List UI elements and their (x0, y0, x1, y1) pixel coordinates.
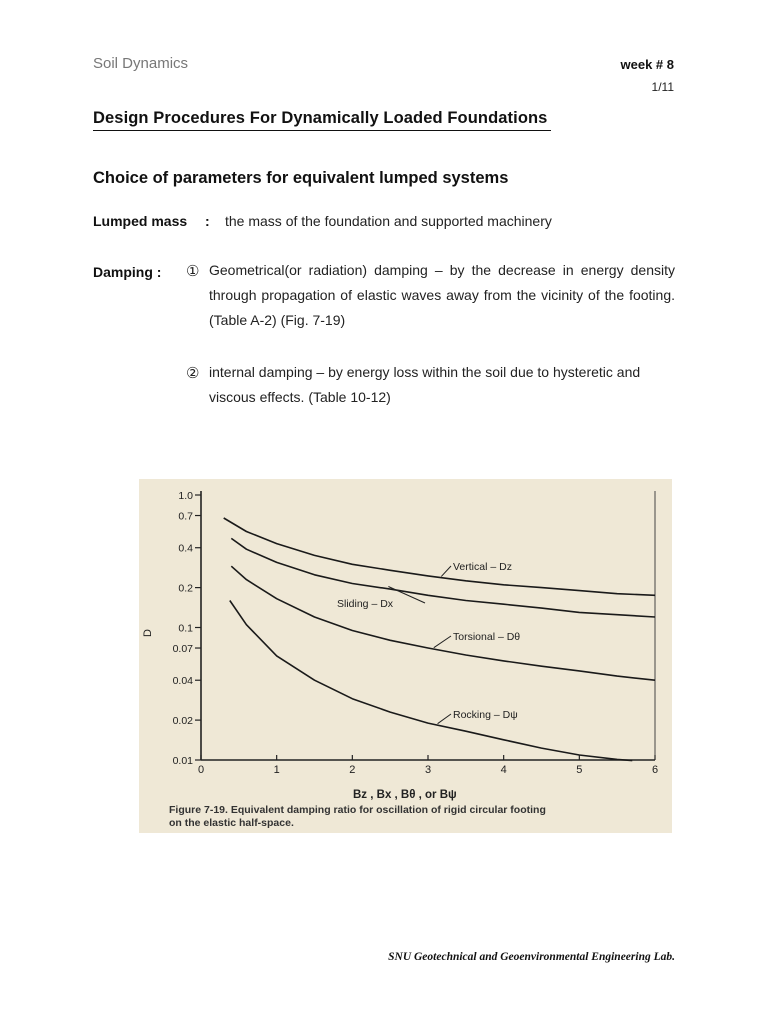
damping-item2-text: internal damping – by energy loss within the soil due to hysteretic and viscous effects. (Table 10-12) (209, 364, 641, 405)
x-tick-label: 6 (651, 764, 659, 776)
series-label: Rocking – Dψ (453, 709, 518, 721)
y-tick-label: 1.0 (178, 490, 193, 502)
x-tick-label: 1 (273, 764, 280, 776)
x-ticks (198, 755, 658, 776)
figure-caption-line2: on the elastic half-space. (169, 817, 294, 829)
y-tick-label: 0.1 (178, 622, 193, 635)
lumped-mass-text: the mass of the foundation and supported machinery (225, 213, 552, 229)
series-label: Sliding – Dx (337, 598, 394, 610)
y-ticks (173, 490, 201, 767)
x-axis-label: Bz , Bx , Bθ , or Bψ (353, 789, 457, 801)
series-line (224, 518, 655, 595)
y-tick-label: 0.7 (178, 510, 193, 523)
figure-7-19 (139, 479, 672, 833)
y-tick-label: 0.02 (172, 715, 193, 728)
y-tick-label: 0.07 (172, 643, 193, 656)
damping-ratio-chart (139, 479, 672, 833)
figure-caption-line1: Figure 7-19. Equivalent damping ratio for oscillation of rigid circular footing (169, 804, 546, 816)
damping-label: Damping : (93, 264, 162, 280)
y-tick-label: 0.2 (178, 582, 193, 595)
y-tick-label: 0.4 (178, 542, 193, 555)
series-label: Vertical – Dz (453, 561, 512, 573)
course-title: Soil Dynamics (93, 55, 189, 72)
lumped-mass-colon: : (205, 213, 210, 229)
x-tick-label: 3 (424, 764, 432, 776)
section-heading: Choice of parameters for equivalent lumped systems (93, 169, 509, 187)
label-pointer (441, 566, 451, 576)
y-axis-label: D (142, 629, 154, 637)
x-tick-label: 2 (349, 764, 356, 776)
y-tick-label: 0.04 (172, 675, 193, 688)
label-pointer (438, 714, 451, 724)
series-label: Torsional – Dθ (453, 631, 521, 643)
chart-axes (201, 491, 655, 760)
item1-marker: ① (186, 263, 200, 280)
label-pointer (434, 636, 451, 648)
series-line (231, 566, 655, 680)
week-label: week # 8 (620, 57, 674, 72)
lumped-mass-label: Lumped mass (93, 213, 188, 229)
x-tick-label: 5 (576, 764, 583, 776)
x-tick-label: 4 (500, 764, 507, 776)
page-number: 1/11 (651, 80, 674, 94)
y-tick-label: 0.01 (172, 755, 193, 767)
page-title: Design Procedures For Dynamically Loaded Foundations (93, 109, 548, 127)
footer-lab-name: SNU Geotechnical and Geoenvironmental Engineering Lab. (388, 951, 675, 963)
damping-item1-text: Geometrical(or radiation) damping – by the decrease in energy density through propagation of elastic waves away from the vicinity of the footing. (Table A-2) (Fig. 7-19) (209, 262, 675, 328)
x-tick-label: 0 (197, 764, 205, 776)
item2-marker: ② (186, 365, 200, 382)
label-pointer (388, 587, 425, 603)
series-line (230, 601, 633, 761)
title-underline (93, 130, 551, 131)
series-lines (224, 518, 655, 761)
